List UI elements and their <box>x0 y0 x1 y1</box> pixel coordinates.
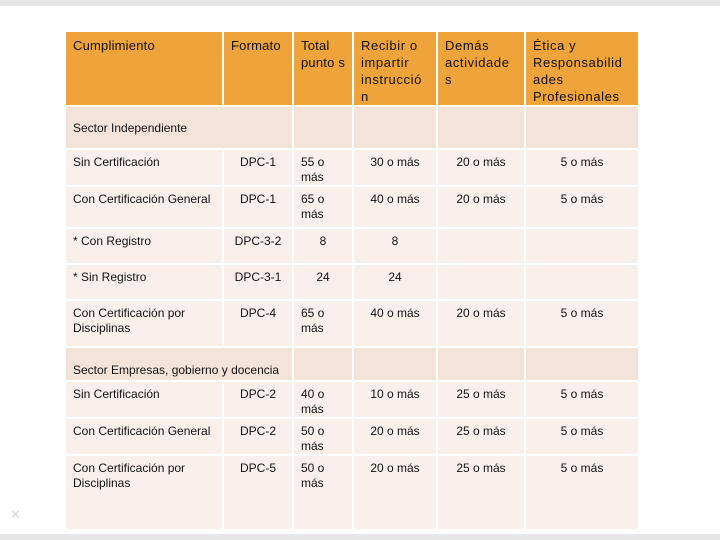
header-formato: Formato <box>223 31 293 106</box>
cell-total: 50 o más <box>293 418 353 455</box>
cell-recibir: 30 o más <box>353 149 437 186</box>
cell-demas: 20 o más <box>437 186 525 228</box>
header-cumplimiento: Cumplimiento <box>65 31 223 106</box>
cell-demas: 20 o más <box>437 149 525 186</box>
cell-formato: DPC-3-1 <box>223 264 293 300</box>
cell-cumplimiento: Sin Certificación <box>65 149 223 186</box>
table-row <box>65 418 639 455</box>
cell-demas <box>437 264 525 300</box>
cell-etica: 5 o más <box>525 186 639 228</box>
cell-demas <box>437 228 525 264</box>
cell-formato: DPC-2 <box>223 418 293 455</box>
cell-cumplimiento: Sin Certificación <box>65 381 223 418</box>
cell-cumplimiento: Con Certificación General <box>65 186 223 228</box>
table-row <box>65 186 639 228</box>
cell-etica: 5 o más <box>525 381 639 418</box>
cell-formato: DPC-1 <box>223 186 293 228</box>
table-row <box>65 149 639 186</box>
cell-formato: DPC-2 <box>223 381 293 418</box>
header-total-puntos: Total punto s <box>293 31 353 106</box>
header-recibir-impartir: Recibir o impartir instrucció n <box>353 31 437 106</box>
cell-formato: DPC-4 <box>223 300 293 346</box>
cell-total: 50 o más <box>293 455 353 530</box>
cell-recibir: 8 <box>353 228 437 264</box>
cell-formato: DPC-5 <box>223 455 293 530</box>
section-title: Sector Empresas, gobierno y docencia <box>65 347 293 381</box>
cell-formato: DPC-3-2 <box>223 228 293 264</box>
cell-etica: 5 o más <box>525 149 639 186</box>
cell-total: 65 o más <box>293 300 353 346</box>
header-row <box>65 31 639 106</box>
cell-recibir: 40 o más <box>353 300 437 346</box>
header-etica: Ética y Responsabilid ades Profesionales <box>525 31 639 106</box>
cell-etica: 5 o más <box>525 455 639 530</box>
table-row <box>65 228 639 264</box>
top-decorative-stripe <box>0 0 720 6</box>
slide-mark-icon: ✕ <box>10 507 21 522</box>
section-row-empresas <box>65 347 639 381</box>
cell-cumplimiento: Con Certificación por Disciplinas <box>65 455 223 530</box>
cell-total: 65 o más <box>293 186 353 228</box>
cell-total: 24 <box>293 264 353 300</box>
section-title: Sector Independiente <box>65 106 293 149</box>
cell-recibir: 10 o más <box>353 381 437 418</box>
cell-etica: 5 o más <box>525 300 639 346</box>
bottom-decorative-stripe <box>0 534 720 540</box>
table-row <box>65 455 639 530</box>
table-row <box>65 300 639 346</box>
cell-formato: DPC-1 <box>223 149 293 186</box>
cell-demas: 25 o más <box>437 455 525 530</box>
cell-recibir: 40 o más <box>353 186 437 228</box>
cell-demas: 25 o más <box>437 381 525 418</box>
cell-cumplimiento: * Sin Registro <box>65 264 223 300</box>
cell-cumplimiento: Con Certificación General <box>65 418 223 455</box>
cell-recibir: 24 <box>353 264 437 300</box>
table-row <box>65 381 639 418</box>
cell-recibir: 20 o más <box>353 455 437 530</box>
cell-recibir: 20 o más <box>353 418 437 455</box>
cell-total: 40 o más <box>293 381 353 418</box>
cell-etica: 5 o más <box>525 418 639 455</box>
cell-demas: 20 o más <box>437 300 525 346</box>
cell-etica <box>525 228 639 264</box>
cell-etica <box>525 264 639 300</box>
cell-demas: 25 o más <box>437 418 525 455</box>
cell-total: 8 <box>293 228 353 264</box>
section-row-independiente <box>65 106 639 149</box>
table-row <box>65 264 639 300</box>
cumplimiento-table <box>64 30 640 531</box>
cell-total: 55 o más <box>293 149 353 186</box>
header-demas-actividades: Demás actividade s <box>437 31 525 106</box>
cell-cumplimiento: Con Certificación por Disciplinas <box>65 300 223 346</box>
cell-cumplimiento: * Con Registro <box>65 228 223 264</box>
